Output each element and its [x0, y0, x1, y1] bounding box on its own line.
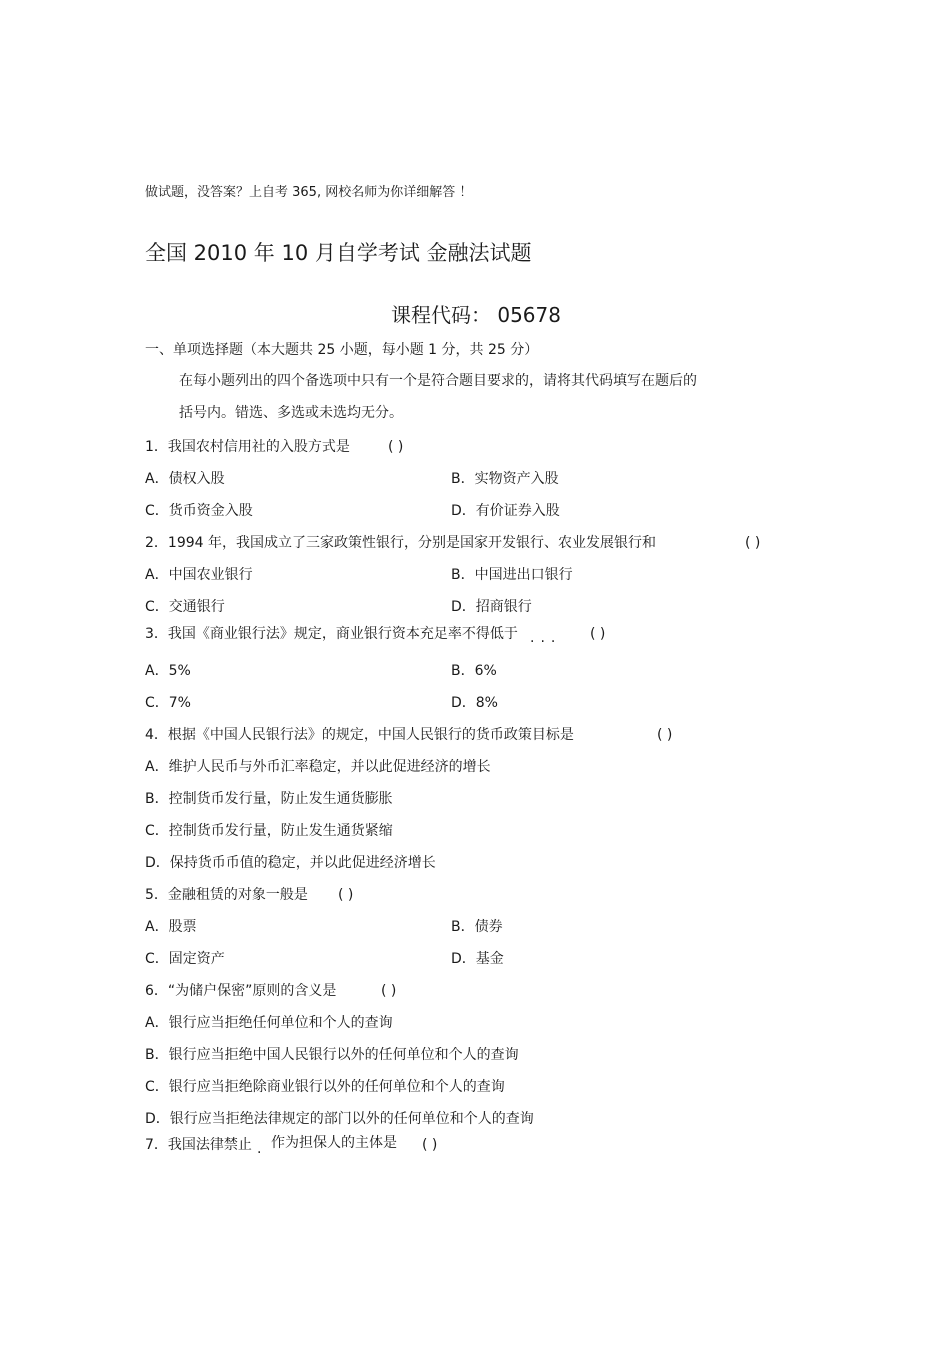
question-4-option-d: D．保持货币币值的稳定，并以此促进经济增长 — [145, 855, 436, 871]
question-1-option-d: D．有价证券入股 — [451, 503, 560, 519]
question-1-stem: 1．我国农村信用社的入股方式是 — [145, 439, 350, 455]
question-2-option-a: A．中国农业银行 — [145, 567, 253, 583]
question-3-option-b: B．6% — [451, 663, 497, 679]
header-note: 做试题，没答案？上自考 365, 网校名师为你详细解答 ！ — [145, 185, 473, 200]
question-5-option-c: C．固定资产 — [145, 951, 225, 967]
question-2-option-c: C．交通银行 — [145, 599, 225, 615]
question-5-bracket: ( ) — [338, 887, 354, 903]
question-3-emphasis-dots: ... — [530, 630, 562, 646]
exam-title: 全国 2010 年 10 月自学考试 金融法试题 — [145, 241, 532, 265]
question-5-option-d: D．基金 — [451, 951, 504, 967]
question-6-option-c: C．银行应当拒绝除商业银行以外的任何单位和个人的查询 — [145, 1079, 505, 1095]
question-7-stem-part1: 7．我国法律禁止 — [145, 1137, 252, 1153]
question-4-option-c: C．控制货币发行量，防止发生通货紧缩 — [145, 823, 393, 839]
question-3-option-c: C．7% — [145, 695, 191, 711]
question-6-option-a: A．银行应当拒绝任何单位和个人的查询 — [145, 1015, 393, 1031]
section-instruction-2: 括号内。错选、多选或未选均无分。 — [179, 405, 403, 421]
question-2-stem: 2．1994 年，我国成立了三家政策性银行，分别是国家开发银行、农业发展银行和 — [145, 535, 656, 551]
question-4-option-b: B．控制货币发行量，防止发生通货膨胀 — [145, 791, 393, 807]
question-3-bracket: ( ) — [590, 626, 606, 642]
question-2-option-d: D．招商银行 — [451, 599, 532, 615]
question-6-stem: 6．“为储户保密”原则的含义是 — [145, 983, 337, 999]
question-2-option-b: B．中国进出口银行 — [451, 567, 573, 583]
question-7-bracket: ( ) — [422, 1137, 438, 1153]
question-6-option-d: D．银行应当拒绝法律规定的部门以外的任何单位和个人的查询 — [145, 1111, 534, 1127]
question-1-option-b: B．实物资产入股 — [451, 471, 559, 487]
question-7-emphasis-dot: . — [257, 1141, 262, 1157]
question-7-stem-part2: 作为担保人的主体是 — [271, 1135, 397, 1151]
question-1-option-a: A．债权入股 — [145, 471, 225, 487]
question-4-stem: 4．根据《中国人民银行法》的规定，中国人民银行的货币政策目标是 — [145, 727, 574, 743]
question-4-bracket: ( ) — [657, 727, 673, 743]
question-4-option-a: A．维护人民币与外币汇率稳定，并以此促进经济的增长 — [145, 759, 491, 775]
course-code: 课程代码： 05678 — [391, 303, 561, 327]
section-instruction-1: 在每小题列出的四个备选项中只有一个是符合题目要求的，请将其代码填写在题后的 — [179, 373, 697, 389]
question-3-stem: 3．我国《商业银行法》规定，商业银行资本充足率不得低于 — [145, 626, 518, 642]
question-2-bracket: ( ) — [745, 535, 761, 551]
question-3-option-a: A．5% — [145, 663, 191, 679]
question-3-option-d: D．8% — [451, 695, 498, 711]
question-5-option-b: B．债券 — [451, 919, 503, 935]
section-heading: 一、单项选择题（本大题共 25 小题，每小题 1 分，共 25 分） — [145, 342, 539, 358]
question-6-bracket: ( ) — [381, 983, 397, 999]
question-1-bracket: ( ) — [388, 439, 404, 455]
question-5-stem: 5．金融租赁的对象一般是 — [145, 887, 308, 903]
question-1-option-c: C．货币资金入股 — [145, 503, 253, 519]
question-5-option-a: A．股票 — [145, 919, 197, 935]
question-6-option-b: B．银行应当拒绝中国人民银行以外的任何单位和个人的查询 — [145, 1047, 519, 1063]
